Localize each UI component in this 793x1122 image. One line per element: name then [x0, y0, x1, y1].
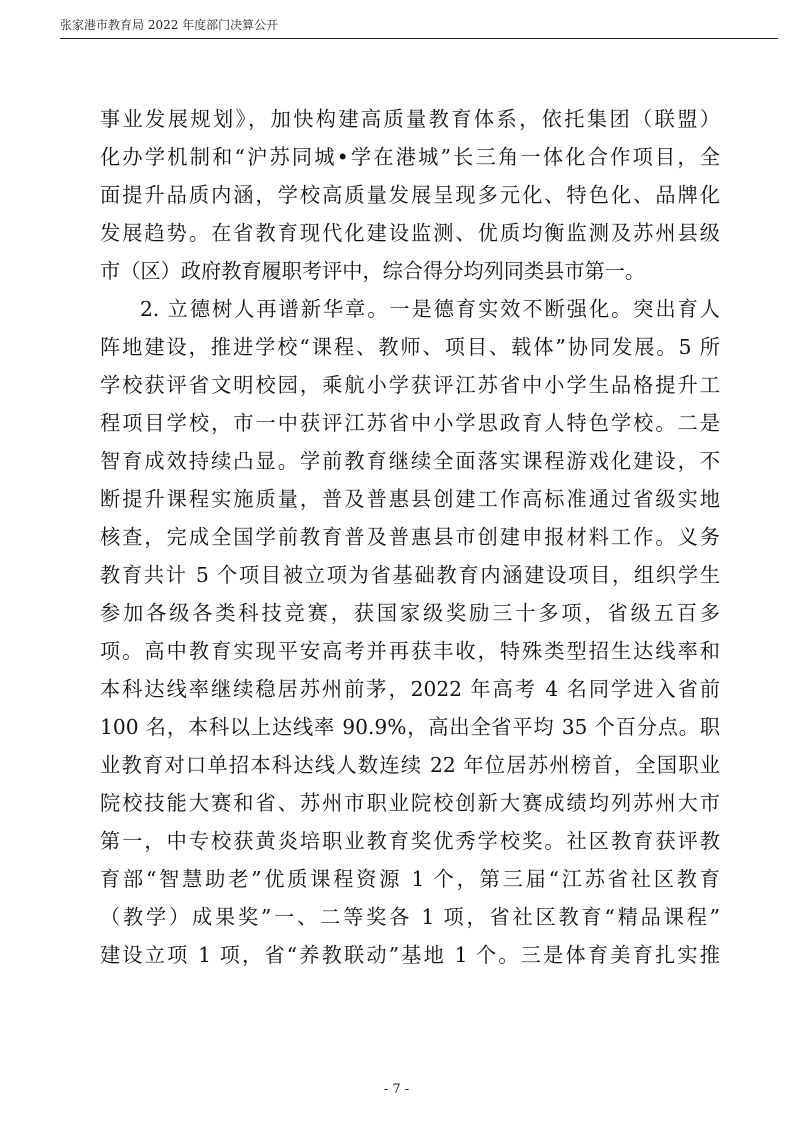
paragraph — [100, 290, 720, 974]
paragraph — [100, 100, 720, 290]
text-line: 2. 立德树人再谱新华章。一是德育实效不断强化。突出育人 — [140, 297, 720, 321]
document-body — [100, 100, 720, 974]
text-line: 核查，完成全国学前教育普及普惠县市创建申报材料工作。义务 — [100, 525, 720, 549]
text-line: 发展趋势。在省教育现代化建设监测、优质均衡监测及苏州县级 — [100, 221, 720, 245]
header-title: 张家港市教育局 2022 年度部门决算公开 — [60, 18, 279, 32]
text-line: 程项目学校，市一中获评江苏省中小学思政育人特色学校。二是 — [100, 411, 720, 435]
text-line: 参加各级各类科技竞赛，获国家级奖励三十多项，省级五百多 — [100, 601, 720, 625]
text-line: 智育成效持续凸显。学前教育继续全面落实课程游戏化建设，不 — [100, 449, 720, 473]
text-line: 阵地建设，推进学校“课程、教师、项目、载体”协同发展。5 所 — [100, 335, 720, 359]
text-line: 项。高中教育实现平安高考并再获丰收，特殊类型招生达线率和 — [100, 639, 720, 663]
text-line: 建设立项 1 项，省“养教联动”基地 1 个。三是体育美育扎实推 — [100, 943, 720, 967]
text-line: 业教育对口单招本科达线人数连续 22 年位居苏州榜首，全国职业 — [100, 753, 720, 777]
text-line: 教育共计 5 个项目被立项为省基础教育内涵建设项目，组织学生 — [100, 563, 720, 587]
text-line: 事业发展规划》，加快构建高质量教育体系，依托集团（联盟） — [100, 107, 720, 131]
text-line: （教学）成果奖”一、二等奖各 1 项，省社区教育“精品课程” — [100, 905, 720, 929]
text-line: 面提升品质内涵，学校高质量发展呈现多元化、特色化、品牌化 — [100, 183, 720, 207]
text-line: 院校技能大赛和省、苏州市职业院校创新大赛成绩均列苏州大市 — [100, 791, 720, 815]
text-line: 本科达线率继续稳居苏州前茅，2022 年高考 4 名同学进入省前 — [100, 677, 720, 701]
text-line: 学校获评省文明校园，乘航小学获评江苏省中小学生品格提升工 — [100, 373, 720, 397]
text-line: 化办学机制和“沪苏同城•学在港城”长三角一体化合作项目，全 — [100, 145, 720, 169]
text-line: 育部“智慧助老”优质课程资源 1 个，第三届“江苏省社区教育 — [100, 867, 720, 891]
text-line: 断提升课程实施质量，普及普惠县创建工作高标准通过省级实地 — [100, 487, 720, 511]
page-number: - 7 - — [383, 1082, 410, 1097]
text-line: 第一，中专校获黄炎培职业教育奖优秀学校奖。社区教育获评教 — [100, 829, 720, 853]
text-line: 市（区）政府教育履职考评中，综合得分均列同类县市第一。 — [100, 259, 646, 283]
text-line: 100 名，本科以上达线率 90.9%，高出全省平均 35 个百分点。职 — [100, 715, 720, 739]
page-header — [60, 14, 778, 39]
